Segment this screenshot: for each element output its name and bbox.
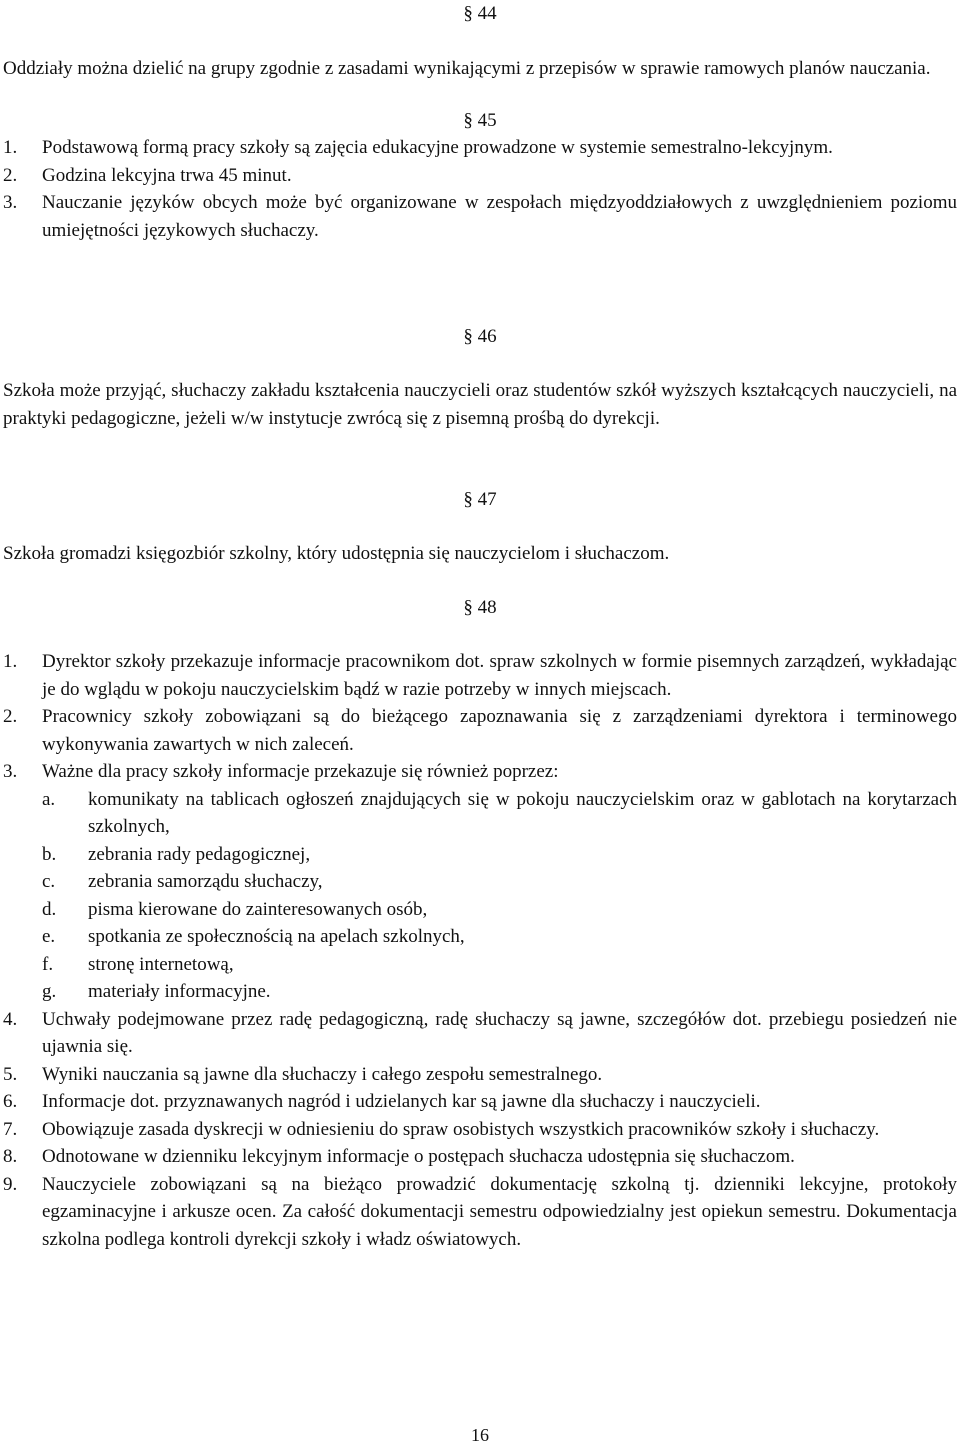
section-heading-47 [0, 486, 960, 514]
item-text: Obowiązuje zasada dyskrecji w odniesieniu do spraw osobistych wszystkich pracowników szkoły i słuchaczy. [42, 1118, 880, 1140]
item-text: Nauczyciele zobowiązani są na bieżąco prowadzić dokumentację szkolną tj. dzienniki lekcyjne, protokoły egzaminacyjne i arkusze ocen. Za całość dokumentacji semestru odpowiedzialny jest opiekun semestru. Dokumentacja szkolna podlega kontroli dyrekcji szkoły i władz oświatowych. [42, 1173, 957, 1250]
list-item [0, 1006, 957, 1061]
sub-item-letter: c. [42, 871, 56, 892]
item-text: Godzina lekcyjna trwa 45 minut. [42, 164, 292, 186]
sub-item-letter: g. [42, 981, 57, 1002]
item-text: Odnotowane w dzienniku lekcyjnym informacje o postępach słuchacza udostępnia się słuchaczom. [42, 1146, 795, 1167]
item-text: Dyrektor szkoły przekazuje informacje pracownikom dot. spraw szkolnych w formie pisemnych zarządzeń, wykładając je do wglądu w pokoju nauczycielskim bądź w razie potrzeby w innych miejscach. [42, 651, 957, 700]
item-number: 6. [3, 1091, 18, 1112]
sub-item-text: komunikaty na tablicach ogłoszeń znajdujących się w pokoju nauczycielskim oraz w gablotach na korytarzach szkolnych, [88, 788, 957, 837]
item-text: Uchwały podejmowane przez radę pedagogiczną, radę słuchaczy są jawne, szczegółów dot. przebiegu posiedzeń nie ujawnia się. [42, 1008, 957, 1057]
section-number: 47 [477, 489, 497, 510]
section-sign: § [463, 489, 473, 510]
list-item [0, 1061, 957, 1089]
item-number: 2. [3, 706, 18, 727]
item-number: 3. [3, 761, 18, 782]
section-heading-48 [0, 594, 960, 622]
item-text: Podstawową formą pracy szkoły są zajęcia edukacyjne prowadzone w systemie semestralno-lekcyjnym. [42, 137, 833, 158]
item-number: 4. [3, 1008, 18, 1030]
section-number: 44 [477, 3, 497, 24]
section-sign: § [463, 597, 473, 618]
sub-item-text: materiały informacyjne. [88, 981, 271, 1002]
item-number: 2. [3, 164, 18, 186]
paragraph-44: Oddziały można dzielić na grupy zgodnie z zasadami wynikającymi z przepisów w sprawie ramowych planów nauczania. [3, 58, 931, 79]
item-text: Informacje dot. przyznawanych nagród i udzielanych kar są jawne dla słuchaczy i nauczycieli. [42, 1091, 761, 1112]
item-text: Pracownicy szkoły zobowiązani są do bieżącego zapoznawania się z zarządzeniami dyrektora i terminowego wykonywania zawartych w nich zaleceń. [42, 706, 957, 755]
sub-item-letter: d. [42, 898, 57, 920]
sub-item-text: zebrania samorządu słuchaczy, [88, 871, 323, 892]
item-text: Nauczanie języków obcych może być organizowane w zespołach międzyoddziałowych z uwzględnieniem poziomu umiejętności językowych słuchaczy. [42, 192, 957, 241]
list-section-45 [0, 134, 957, 244]
list-item [0, 1171, 957, 1254]
sub-item-text: spotkania ze społecznością na apelach szkolnych, [88, 926, 465, 947]
list-item [0, 1116, 957, 1144]
section-number: 46 [477, 326, 497, 347]
list-item [0, 189, 957, 244]
sub-item-letter: e. [42, 926, 56, 947]
list-item [0, 758, 957, 1006]
item-number: 3. [3, 192, 18, 213]
sub-item-text: pisma kierowane do zainteresowanych osób, [88, 898, 428, 920]
list-section-48 [0, 648, 957, 1253]
section-heading-44 [0, 0, 960, 28]
sub-list-item [42, 978, 957, 1006]
section-number: 45 [477, 110, 497, 131]
section-sign: § [463, 110, 473, 131]
sub-item-text: zebrania rady pedagogicznej, [88, 843, 311, 865]
item-text: Wyniki nauczania są jawne dla słuchaczy i całego zespołu semestralnego. [42, 1063, 603, 1085]
list-item [0, 1088, 957, 1116]
sub-list-item [42, 786, 957, 841]
paragraph-47: Szkoła gromadzi księgozbiór szkolny, który udostępnia się nauczycielom i słuchaczom. [3, 543, 670, 564]
list-item [0, 162, 957, 190]
item-number: 1. [3, 651, 18, 672]
paragraph-46: Szkoła może przyjąć, słuchaczy zakładu kształcenia nauczycieli oraz studentów szkół wyższych kształcących nauczycieli, na praktyki pedagogiczne, jeżeli w/w instytucje zwrócą się z pisemną prośbą do dyrekcji. [3, 380, 957, 429]
sub-list [42, 786, 957, 1006]
sub-list-item [42, 841, 957, 869]
list-item [0, 703, 957, 758]
sub-item-letter: a. [42, 788, 56, 810]
item-number: 8. [3, 1146, 18, 1167]
item-number: 1. [3, 137, 18, 158]
section-sign: § [463, 3, 473, 24]
sub-item-text: stronę internetową, [88, 953, 234, 975]
section-number: 48 [477, 597, 497, 618]
page-number: 16 [471, 1425, 489, 1445]
list-item [0, 1143, 957, 1171]
list-item [0, 648, 957, 703]
section-sign: § [463, 326, 473, 347]
item-number: 5. [3, 1063, 18, 1085]
sub-item-letter: f. [42, 953, 54, 975]
item-number: 9. [3, 1173, 18, 1195]
sub-list-item [42, 923, 957, 951]
section-heading-46 [0, 323, 960, 351]
sub-list-item [42, 896, 957, 924]
sub-item-letter: b. [42, 843, 57, 865]
section-heading-45 [0, 107, 960, 135]
sub-list-item [42, 951, 957, 979]
sub-list-item [42, 868, 957, 896]
item-number: 7. [3, 1118, 18, 1140]
item-text: Ważne dla pracy szkoły informacje przekazuje się również poprzez: [42, 761, 559, 782]
list-item [0, 134, 957, 162]
